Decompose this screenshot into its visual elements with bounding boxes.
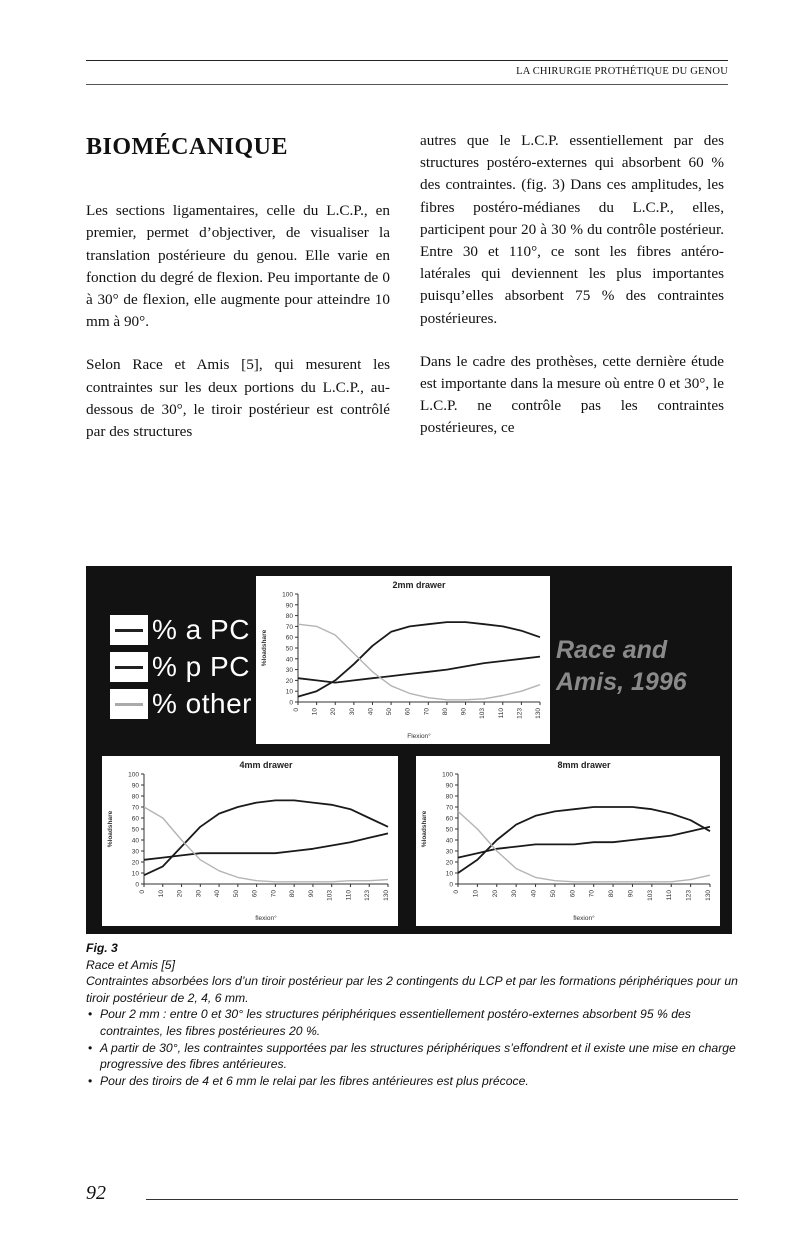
credit-line: Amis, 1996 [556, 668, 687, 696]
y-tick-label: 20 [131, 859, 139, 867]
x-tick-label: 103 [479, 708, 487, 719]
x-tick-label: 70 [423, 708, 431, 716]
y-axis-label: %loadshare [107, 810, 114, 848]
x-tick-label: 50 [232, 890, 240, 898]
right-column [420, 130, 724, 461]
caption-bullet: • A partir de 30°, les contraintes supportées par les structures périphériques s’effondrent et il existe une mise en charge progressive des fibres antérieures. [86, 1040, 738, 1073]
x-tick-label: 10 [157, 890, 165, 898]
series-line-other [144, 807, 388, 882]
x-tick-label: 130 [535, 708, 542, 719]
x-tick-label: 30 [195, 890, 203, 898]
y-tick-label: 50 [131, 826, 139, 834]
paragraph: autres que le L.C.P. essentiellement par des structures postéro-externes qui absorbent 60 % des contraintes. (fig. 3) Dans ces amplitudes, les fibres postéro-médianes du L.C.P., elles, participent pour 20 à 30 % du contrôle postérieur. Entre 30 et 110°, ce sont les fibres antéro-latérales qui deviennent les plus importantes puisqu’elles absorbent 75 % des contraintes postérieures. [420, 132, 724, 327]
y-tick-label: 60 [285, 634, 293, 642]
y-tick-label: 40 [131, 837, 139, 845]
series-line-p-pc [298, 657, 540, 683]
legend-label: % other [152, 688, 252, 719]
x-tick-label: 30 [348, 708, 356, 716]
x-tick-label: 20 [330, 708, 338, 716]
page-number: 92 [86, 1182, 106, 1204]
x-axis-label: Flexion° [407, 733, 431, 740]
x-tick-label: 50 [549, 890, 557, 898]
y-tick-label: 80 [131, 793, 139, 801]
x-axis-label: flexion° [573, 915, 595, 922]
chart-2mm-panel [256, 576, 550, 744]
series-line-other [298, 624, 540, 700]
series-line-a-pc [298, 622, 540, 697]
x-tick-label: 123 [364, 890, 372, 901]
x-tick-label: 80 [289, 890, 297, 898]
series-line-a-pc [144, 800, 388, 875]
chart-4mm [102, 756, 398, 926]
y-tick-label: 100 [442, 771, 453, 779]
x-tick-label: 10 [472, 890, 480, 898]
y-tick-label: 90 [285, 602, 293, 610]
credit-line: Race and [556, 636, 668, 664]
legend-item-p-pc [110, 649, 252, 685]
y-tick-label: 40 [445, 837, 453, 845]
x-tick-label: 70 [270, 890, 278, 898]
x-tick-label: 30 [511, 890, 519, 898]
y-tick-label: 70 [445, 804, 453, 812]
figure-label: Fig. 3 [86, 941, 118, 955]
x-tick-label: 70 [588, 890, 596, 898]
y-tick-label: 10 [445, 870, 453, 878]
chart-title: 8mm drawer [557, 760, 611, 770]
x-tick-label: 60 [569, 890, 577, 898]
paragraph: Selon Race et Amis [5], qui mesurent les contraintes sur les deux portions du L.C.P., au-dessous de 30°, le tiroir postérieur est contrôlé par des structures [86, 356, 390, 441]
x-tick-label: 10 [311, 708, 319, 716]
y-tick-label: 90 [131, 782, 139, 790]
caption-bullet: • Pour 2 mm : entre 0 et 30° les structures périphériques essentiellement postéro-externes absorbent 95 % des contraintes, les fibres postérieures 20 %. [86, 1006, 738, 1039]
footer-rule [146, 1199, 738, 1200]
y-tick-label: 80 [445, 793, 453, 801]
figure-caption [86, 940, 738, 1089]
x-tick-label: 0 [453, 890, 460, 894]
x-tick-label: 60 [404, 708, 412, 716]
legend-label: % p PC [152, 651, 250, 682]
y-tick-label: 30 [445, 848, 453, 856]
paragraph: Dans le cadre des prothèses, cette dernière étude est importante dans la mesure où entre 0 et 30°, le L.C.P. ne contrôle pas les contraintes postérieures, ce [420, 352, 724, 437]
y-tick-label: 20 [285, 677, 293, 685]
x-tick-label: 103 [646, 890, 654, 901]
series-line-other [458, 811, 710, 881]
x-tick-label: 130 [705, 890, 712, 901]
x-tick-label: 50 [386, 708, 394, 716]
legend-item-other [110, 686, 252, 722]
x-tick-label: 90 [627, 890, 635, 898]
x-tick-label: 123 [516, 708, 524, 719]
y-tick-label: 60 [131, 815, 139, 823]
figure-credit [556, 634, 687, 698]
x-tick-label: 40 [367, 708, 375, 716]
y-tick-label: 60 [445, 815, 453, 823]
x-tick-label: 90 [460, 708, 468, 716]
y-tick-label: 50 [285, 645, 293, 653]
y-tick-label: 40 [285, 656, 293, 664]
legend-item-a-pc [110, 612, 252, 648]
x-tick-label: 20 [491, 890, 499, 898]
x-tick-label: 103 [326, 890, 334, 901]
legend-swatch [110, 652, 148, 682]
figure-source: Race et Amis [5] [86, 957, 175, 972]
x-tick-label: 0 [293, 708, 300, 712]
x-tick-label: 40 [530, 890, 538, 898]
legend-swatch [110, 615, 148, 645]
paragraph: Les sections ligamentaires, celle du L.C.P., en premier, permet d’objectiver, de visualiser la translation postérieure du genou. Elle varie en fonction du degré de flexion. Peu importante de 0 à 30° de flexion, elle augmente pour atteindre 10 mm à 90°. [86, 202, 390, 331]
x-tick-label: 80 [441, 708, 449, 716]
chart-4mm-panel [102, 756, 398, 926]
y-tick-label: 20 [445, 859, 453, 867]
header-rule [86, 84, 728, 85]
chart-title: 2mm drawer [392, 580, 446, 590]
figure-3 [86, 566, 732, 934]
y-tick-label: 70 [285, 623, 293, 631]
y-axis-label: %loadshare [421, 810, 428, 848]
y-tick-label: 10 [285, 688, 293, 696]
y-tick-label: 100 [282, 591, 293, 599]
y-tick-label: 0 [449, 881, 453, 889]
x-tick-label: 40 [214, 890, 222, 898]
y-tick-label: 100 [128, 771, 139, 779]
x-tick-label: 90 [307, 890, 315, 898]
x-tick-label: 0 [139, 890, 146, 894]
chart-8mm [416, 756, 720, 926]
legend-label: % a PC [152, 614, 250, 645]
x-tick-label: 80 [608, 890, 616, 898]
figure-description: Contraintes absorbées lors d’un tiroir postérieur par les 2 contingents du LCP et par les formations périphériques pour un tiroir postérieur de 2, 4, 6 mm. [86, 974, 738, 1005]
section-title: BIOMÉCANIQUE [86, 134, 289, 160]
y-tick-label: 30 [131, 848, 139, 856]
y-tick-label: 30 [285, 667, 293, 675]
y-tick-label: 10 [131, 870, 139, 878]
x-tick-label: 123 [685, 890, 693, 901]
series-line-a-pc [458, 807, 710, 873]
top-rule [86, 60, 728, 61]
x-tick-label: 20 [176, 890, 184, 898]
x-tick-label: 60 [251, 890, 259, 898]
chart-8mm-panel [416, 756, 720, 926]
y-tick-label: 70 [131, 804, 139, 812]
y-tick-label: 0 [135, 881, 139, 889]
y-tick-label: 0 [289, 699, 293, 707]
y-tick-label: 50 [445, 826, 453, 834]
y-axis-label: %loadshare [261, 629, 268, 667]
chart-title: 4mm drawer [239, 760, 293, 770]
running-title: LA CHIRURGIE PROTHÉTIQUE DU GENOU [516, 66, 728, 77]
x-tick-label: 130 [383, 890, 390, 901]
legend-swatch [110, 689, 148, 719]
caption-bullets [86, 1006, 738, 1089]
x-tick-label: 110 [345, 890, 353, 901]
chart-2mm [256, 576, 550, 744]
caption-bullet: • Pour des tiroirs de 4 et 6 mm le relai par les fibres antérieures est plus précoce. [86, 1073, 738, 1090]
y-tick-label: 80 [285, 613, 293, 621]
left-column [86, 130, 390, 464]
y-tick-label: 90 [445, 782, 453, 790]
x-tick-label: 110 [497, 708, 505, 719]
figure-legend [110, 612, 252, 723]
x-axis-label: flexion° [255, 915, 277, 922]
x-tick-label: 110 [666, 890, 674, 901]
